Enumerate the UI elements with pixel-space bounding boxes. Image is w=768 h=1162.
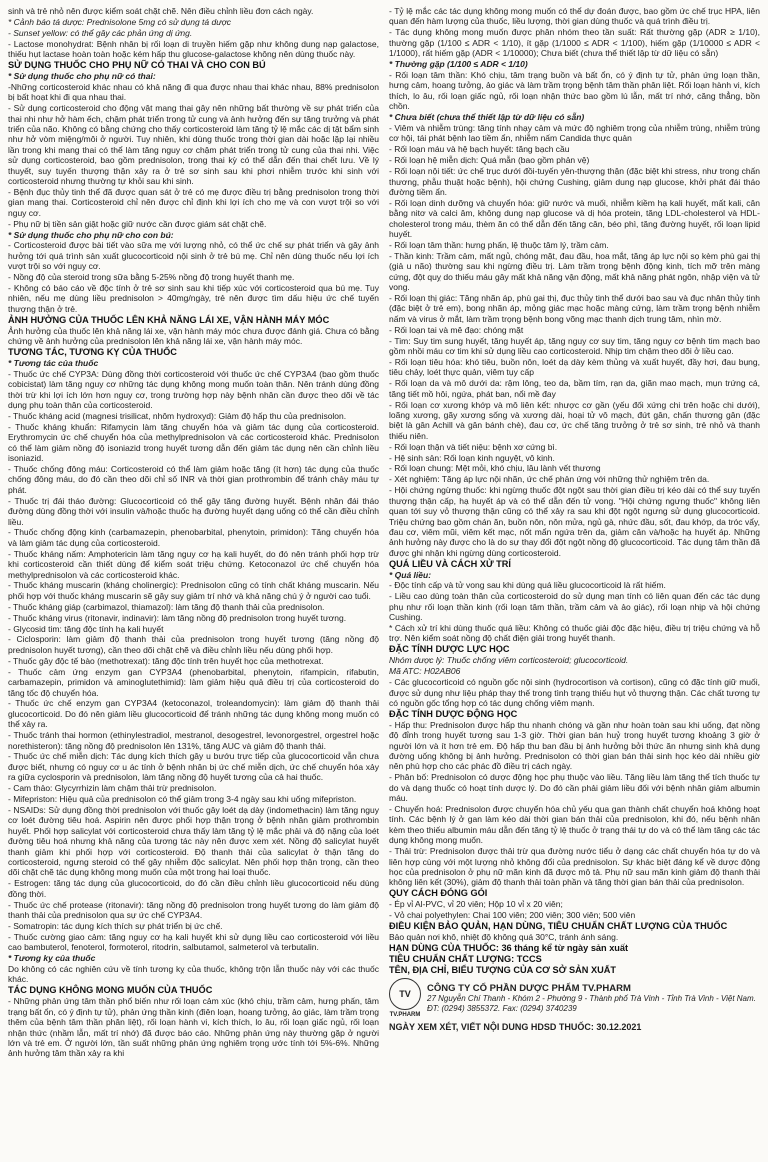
paragraph: - Thuốc ức chế CYP3A: Dùng đồng thời corticosteroid với thuốc ức chế CYP3A4 (bao gồm thuốc cobicistat) làm tăng nguy cơ những tác dụng không mong muốn toàn thân. Nên tránh dùng đồng thời trừ khi lợi ích lớn hơn nguy cơ, trong trường hợp này bệnh nhân cần được theo dõi về tác dụng phụ toàn thân của corticosteroid. xyxy=(8,368,379,411)
paragraph: - Thuốc kháng khuẩn: Rifamycin làm tăng chuyển hóa và giảm tác dụng của corticosteroid. Erythromycin ức chế chuyển hóa của methylprednisolon và các corticosteroid khác. Prednisolon có thể làm giảm nồng độ isoniazid trong huyết tương dẫn đến giảm tác dụng nên cần chỉnh liều isoniazid. xyxy=(8,421,379,464)
paragraph: - Tim: Suy tim sung huyết, tăng huyết áp, tăng nguy cơ suy tim, tăng nguy cơ bệnh tim mạch bao gồm nhồi máu cơ tim khi sử dụng liều cao corticosteroid. Nhịp tim chậm theo dõi ở liều cao. xyxy=(389,335,760,356)
paragraph: -Những corticosteroid khác nhau có khả năng đi qua được nhau thai khác nhau, 88% prednisolon bị bất hoạt khi đi qua nhau thai. xyxy=(8,81,379,103)
paragraph: - Hội chứng ngừng thuốc: khi ngừng thuốc đột ngột sau thời gian điều trị kéo dài có thể suy tuyến thượng thận cấp, hạ huyết áp và có thể dẫn đến tử vong. "Hội chứng ngưng thuốc" không liên quan tới suy vỏ thượng thận cũng có thể xảy ra sau khi đột ngột ngưng sử dụng glucocorticoid. Triệu chứng bao gồm chán ăn, buồn nôn, nôn mửa, ngủ gà, nhức đầu, sốt, đau khớp, da tróc vẩy, đau cơ, viêm mũi, viêm kết mạc, nốt mẩn ngứa trên da, giảm cân và/hoặc hạ huyết áp. Những ảnh hưởng này được cho là do sự thay đổi đột ngột nồng độ glucocorticoid. Tác dụng tâm thần đã được ghi nhận khi ngừng dùng corticosteroid. xyxy=(389,485,760,558)
paragraph: - Glycosid tim: tăng độc tính hạ kali huyết xyxy=(8,623,164,634)
paragraph: - Thuốc cường giao cảm: tăng nguy cơ hạ kali huyết khi sử dụng liều cao corticosteroid với liều cao bambuterol, fenoterol, formoterol, ritodrin, salbutamol, salmeterol và terbutalin. xyxy=(8,931,379,953)
company-address: 27 Nguyễn Chí Thanh - Khóm 2 - Phường 9 - Thành phố Trà Vinh - Tỉnh Trà Vinh - Việt Nam. xyxy=(427,993,756,1003)
right-column xyxy=(389,6,760,1156)
paragraph: - Estrogen: tăng tác dụng của glucocorticoid, do đó cần điều chỉnh liều glucocorticoid nếu dùng đồng thời. xyxy=(8,878,379,899)
paragraph: - Thuốc cảm ứng enzym gan CYP3A4 (phenobarbital, phenytoin, rifampicin, rifabutin, carbamazepin, primidon và aminoglutethimid): làm giảm hiệu quả điều trị của corticosteroid do tăng tốc độ chuyển hóa. xyxy=(8,666,379,698)
paragraph: - Chuyển hoá: Prednisolon được chuyển hóa chủ yếu qua gan thành chất chuyển hoá không hoạt tính. Các bệnh lý ở gan làm kéo dài thời gian bán thải của prednisolon, khi đó, nếu bệnh nhân kèm theo thiếu albumin máu dẫn đến tăng tỷ lệ thuốc ở trạng thái tự do và có thể làm tăng các tác dụng không mong muốn. xyxy=(389,803,760,846)
paragraph: - Viêm và nhiễm trùng: tăng tính nhạy cảm và mức độ nghiêm trọng của nhiễm trùng, nhiễm trùng cơ hội, tái phát bệnh lao tiềm ẩn, nhiễm nấm Candida thực quản xyxy=(389,122,760,144)
paragraph: - Lactose monohydrat: Bệnh nhân bị rối loạn di truyền hiếm gặp như không dung nạp galactose, thiếu hụt lactase hoàn toàn hoặc kém hấp thu glucose-galactose không nên dùng thuốc này. xyxy=(8,38,379,60)
paragraph: - Nồng độ của steroid trong sữa bằng 5-25% nồng độ trong huyết thanh mẹ. xyxy=(8,272,295,283)
paragraph: - Rối loạn cơ xương khớp và mô liên kết: nhược cơ gần (yếu đối xứng chi trên hoặc chi dưới), loãng xương, gãy xương sống và xương dài, hoại tử vô mạch, đứt gân, chấn thương gân (đặc biệt là gân Achill và gân bánh chè), đau cơ, ức chế tăng trưởng ở trẻ sơ sinh, trẻ nhỏ và thanh thiếu niên. xyxy=(389,399,760,441)
company-info xyxy=(427,984,756,1015)
section-heading: SỬ DỤNG THUỐC CHO PHỤ NỮ CÓ THAI VÀ CHO CON BÚ xyxy=(8,60,266,71)
paragraph: - Rối loạn dinh dưỡng và chuyển hóa: giữ nước và muối, nhiễm kiềm hạ kali huyết, mất kali, cân bằng nitơ và calci âm, không dung nạp glucose và dị hóa protein, tăng LDL-cholesterol và HDL-cholesterol trong máu, thèm ăn có thể dẫn đến tăng cân, béo phì, tăng đường huyết, rối loạn lipid huyết. xyxy=(389,197,760,240)
paragraph: - Phụ nữ bị tiền sản giật hoặc giữ nước cần được giám sát chặt chẽ. xyxy=(8,218,267,229)
paragraph: - Thuốc tránh thai hormon (ethinylestradiol, mestranol, desogestrel, levonorgestrel, orgestrel hoặc norethisteron): tăng nồng độ prednisolon lên 131%, tăng AUC và giảm độ thanh thải. xyxy=(8,730,379,751)
paragraph: - Các glucocorticoid có nguồn gốc nội sinh (hydrocortison và cortison), cũng có đặc tính giữ muối, được sử dụng như liệu pháp thay thế trong tình trạng thiếu hụt vỏ thượng thận. Các chất tương tự có nguồn gốc tổng hợp có tác dụng chống viêm mạnh. xyxy=(389,677,760,708)
section-heading: ĐẶC TÍNH DƯỢC LỰC HỌC xyxy=(389,644,510,655)
paragraph: - Rối loạn tâm thần: hưng phấn, lệ thuộc tâm lý, trầm cảm. xyxy=(389,239,609,250)
paragraph: - Rối loạn tai và mê đạo: chóng mặt xyxy=(389,324,524,335)
section-heading: TÁC DỤNG KHÔNG MONG MUỐN CỦA THUỐC xyxy=(8,985,213,996)
paragraph: - Rối loạn tâm thần: Khó chịu, tâm trạng buồn và bất ổn, có ý định tự tử, phản ứng loạn thần, hưng cảm, hoang tưởng, ảo giác và làm trầm trọng bệnh tâm thần phân liệt. Rối loạn hành vi, kích thích, lo âu, rối loạn giấc ngủ, rối loạn nhận thức bao gồm lú lẫn, mất trí nhớ, căng thẳng, bồn chồn. xyxy=(389,69,760,112)
paragraph: - Mifepriston: Hiệu quả của prednisolon có thể giảm trong 3-4 ngày sau khi uống mifepriston. xyxy=(8,794,357,805)
paragraph: - Thuốc kháng acid (magnesi trisilicat, nhôm hydroxyd): Giảm độ hấp thu của prednisolon. xyxy=(8,410,347,421)
paragraph: * Cách xử trí khi dùng thuốc quá liều: Không có thuốc giải độc đặc hiệu, điều trị triệu chứng và hỗ trợ. Nên kiểm soát nồng độ chất điện giải trong huyết thanh. xyxy=(389,623,760,644)
section-heading: HẠN DÙNG CỦA THUỐC: 36 tháng kể từ ngày sản xuất xyxy=(389,942,629,953)
section-heading: ĐIỀU KIỆN BẢO QUẢN, HẠN DÙNG, TIÊU CHUẨN CHẤT LƯỢNG CỦA THUỐC xyxy=(389,920,728,931)
subsection-heading: * Thường gặp (1/100 ≤ ADR < 1/10) xyxy=(389,59,528,70)
subsection-heading: * Quá liều: xyxy=(389,569,432,580)
section-heading: QUY CÁCH ĐÓNG GÓI xyxy=(389,888,488,899)
paragraph: - Sunset yellow: có thể gây các phản ứng dị ứng. xyxy=(8,27,193,38)
paragraph: - Xét nghiệm: Tăng áp lực nội nhãn, ức chế phản ứng với những thử nghiệm trên da. xyxy=(389,474,710,485)
paragraph: Ảnh hưởng của thuốc lên khả năng lái xe, vận hành máy móc chưa được đánh giá. Chưa có bằng chứng về ảnh hưởng của prednisolon lên khả năng lái xe, vận hành máy móc. xyxy=(8,325,379,347)
paragraph: - Thuốc trị đái tháo đường: Glucocorticoid có thể gây tăng đường huyết. Bệnh nhân đái tháo đường dùng đồng thời với insulin và/hoặc thuốc hạ đường huyết dạng uống có thể cần điều chỉnh liều. xyxy=(8,495,379,527)
review-date: NGÀY XEM XÉT, VIẾT NỘI DUNG HDSD THUỐC: 30.12.2021 xyxy=(389,1022,642,1033)
company-logo-caption: TV.PHARM xyxy=(389,1011,421,1018)
section-heading: ẢNH HƯỞNG CỦA THUỐC LÊN KHẢ NĂNG LÁI XE, VẬN HÀNH MÁY MÓC xyxy=(8,314,330,325)
section-heading: TƯƠNG TÁC, TƯƠNG KỴ CỦA THUỐC xyxy=(8,347,177,357)
paragraph: - Rối loạn chung: Mệt mỏi, khó chịu, lâu lành vết thương xyxy=(389,463,601,474)
paragraph: - Ép vỉ Al-PVC, vỉ 20 viên; Hộp 10 vỉ x 20 viên; xyxy=(389,899,563,910)
right-column-body xyxy=(389,6,760,975)
paragraph: - Rối loạn da và mô dưới da: rậm lông, teo da, bầm tím, rạn da, giãn mao mạch, mụn trứng cá, tăng tiết mồ hôi, ngứa, phát ban, nổi mề đay xyxy=(389,378,760,399)
paragraph: - Corticosteroid được bài tiết vào sữa mẹ với lượng nhỏ, có thể ức chế sự phát triển và gây ảnh hưởng tới quá trình sản xuất glucocorticoid nội sinh ở trẻ bú mẹ. Chỉ nên dùng thuốc nếu lợi ích vượt trội so với nguy cơ. xyxy=(8,240,379,272)
paragraph: - Rối loạn nội tiết: ức chế trục dưới đồi-tuyến yên-thượng thận (đặc biệt khi stress, như trong chấn thương, phẫu thuật hoặc bệnh), hội chứng Cushing, giảm dung nạp glucose, khởi phát đái tháo đường tiềm ẩn. xyxy=(389,166,760,197)
paragraph: - Phân bố: Prednisolon có dược động học phụ thuộc vào liều. Tăng liều làm tăng thể tích thuốc tự do và dạng thuốc có hoạt tính dược lý. Do đó cần phải giảm liều đối với bệnh nhân giảm albumin máu. xyxy=(389,772,760,804)
paragraph: sinh và trẻ nhỏ nên được kiểm soát chặt chẽ. Nên điều chỉnh liều đơn cách ngày. xyxy=(8,6,314,16)
paragraph: - Thuốc ức chế miễn dịch: Tác dụng kích thích gây u bướu trực tiếp của glucocorticoid vẫn chưa được biết, nhưng có nguy cơ u ác tính ở bệnh nhân bị ức chế miễn dịch, ức chế chuyển hóa xảy ra giữa cyclosporin và prednisolon, làm tăng nồng độ huyết tương của cả hai thuốc. xyxy=(8,751,379,783)
paragraph: - Thuốc gây độc tế bào (methotrexat): tăng độc tính trên huyết học của methotrexat. xyxy=(8,655,324,666)
paragraph: - Sử dụng corticosteroid cho động vật mang thai gây nên những bất thường về sự phát triển của thai nhi như hở hàm ếch, chậm phát triển trong tử cung và ảnh hưởng đến sự tăng trưởng và phát triển của não. Không có bằng chứng cho thấy corticosteroid làm tăng tỷ lệ mắc các dị tật bẩm sinh như hở vòm miệng/môi ở người. Tuy nhiên, khi dùng thuốc trong thời gian dài hoặc lặp lại nhiều lần trong khi mang thai có thể làm tăng nguy cơ chậm phát triển trong tử cung của thai nhi. Việc sử dụng corticosteroid, bao gồm prednisolon, trong thai kỳ có thể dẫn đến thai chết lưu. Về lý thuyết, suy tuyến thượng thận xảy ra ở trẻ sơ sinh sau khi phơi nhiễm trước khi sinh với corticosteroid nhưng thường tự khỏi sau khi sinh. xyxy=(8,103,379,186)
subsection-heading: * Tương tác của thuốc xyxy=(8,357,99,368)
paragraph: Do không có các nghiên cứu về tính tương kỵ của thuốc, không trộn lẫn thuốc này với các thuốc khác. xyxy=(8,964,379,985)
section-heading: QUÁ LIỀU VÀ CÁCH XỬ TRÍ xyxy=(389,558,511,569)
paragraph: - Thuốc ức chế enzym gan CYP3A4 (ketoconazol, troleandomycin): làm giảm độ thanh thải glucocorticoid. Do đó nên giảm liều glucocorticoid để tránh những tác dụng không mong muốn có thể xảy ra. xyxy=(8,698,379,730)
paragraph: - Rối loạn máu và hệ bạch huyết: tăng bạch cầu xyxy=(389,144,570,155)
paragraph: Nhóm dược lý: Thuốc chống viêm corticosteroid; glucocorticoid. xyxy=(389,655,629,666)
paragraph: - Thuốc chống đông máu: Corticosteroid có thể làm giảm hoặc tăng (ít hơn) tác dụng của thuốc chống đông máu, do đó cần theo dõi chỉ số INR và thời gian prothrombin để tránh chảy máu tự phát. xyxy=(8,463,379,495)
paragraph: - Thuốc kháng virus (ritonavir, indinavir): làm tăng nồng độ prednisolon trong huyết tương. xyxy=(8,612,347,623)
paragraph: - Rối loạn thị giác: Tăng nhãn áp, phù gai thị, đục thủy tinh thể dưới bao sau và đục nhân thủy tinh (đặc biệt ở trẻ em), bong nhãn áp, mỏng giác mạc hoặc màng cứng, làm trầm trọng bệnh nhiễm nấm và virus ở mắt, làm trầm trọng bệnh bong võng mạc thanh dịch trung tâm, nhìn mờ. xyxy=(389,292,760,324)
paragraph: Bảo quản nơi khô, nhiệt độ không quá 30°C, tránh ánh sáng. xyxy=(389,931,619,942)
paragraph: - Tỷ lệ mắc các tác dụng không mong muốn có thể dự đoán được, bao gồm ức chế trục HPA, liên quan đến hàm lượng của thuốc, liều lượng, thời gian dùng thuốc và quá trình điều trị. xyxy=(389,6,760,27)
paragraph: Mã ATC: H02AB06 xyxy=(389,666,461,677)
paragraph: - Cam thảo: Glycyrrhizin làm chậm thải trừ prednisolon. xyxy=(8,783,217,794)
company-logo: TV xyxy=(389,978,421,1010)
paragraph: - Rối loạn tiêu hóa: khó tiêu, buồn nôn, loét dạ dày kèm thủng và xuất huyết, đầy hơi, đau bụng, tiêu chảy, loét thực quản, viêm tụy cấp xyxy=(389,356,760,378)
company-logo-wrap xyxy=(389,978,421,1020)
subsection-heading: * Tương kỵ của thuốc xyxy=(8,953,96,964)
paragraph: - Không có báo cáo về độc tính ở trẻ sơ sinh sau khi tiếp xúc với corticosteroid qua bú mẹ. Tuy nhiên, nếu mẹ dùng liều prednisolon > 40mg/ngày, trẻ nên được tìm dấu hiệu ức chế tuyến thượng thận ở trẻ. xyxy=(8,283,379,314)
paragraph: - Thần kinh: Trầm cảm, mất ngủ, chóng mặt, đau đầu, hoa mắt, tăng áp lực nội sọ kèm phù gai thị (giả u não) thường sau khi ngừng điều trị. Làm trầm trọng bệnh động kinh, tích mỡ trên màng cứng, đột quỵ do thiếu máu gây mất khả năng vận động, mất khả năng phát ngôn, nhập viện và tử vong. xyxy=(389,250,760,293)
paragraph: - Rối loạn thận và tiết niệu: bệnh xơ cứng bì. xyxy=(389,441,558,452)
paragraph: - Thuốc kháng giáp (carbimazol, thiamazol): làm tăng độ thanh thải của prednisolon. xyxy=(8,601,325,612)
paragraph: - Những phản ứng tâm thần phổ biến như rối loạn cảm xúc (khó chịu, trầm cảm, hưng phấn, tâm trạng bất ổn, có ý định tự tử), phản ứng thần kinh (điên loạn, hoang tưởng, ảo giác, làm trầm trọng thêm của bệnh tâm thần phân liệt), rối loạn hành vi, kích thích, lo âu, rối loạn giấc ngủ, rối loạn nhận thức (nhầm lẫn, mất trí nhớ) đã được báo cáo. Những phản ứng này thường gặp ở người lớn và trẻ em. Ở người lớn, tần suất những phản ứng nghiêm trọng ước tính tới 5%-6%. Những ảnh hưởng tâm thần xảy ra khi xyxy=(8,996,379,1059)
paragraph: - Liều cao dùng toàn thân của corticosteroid do sử dụng mạn tính có liên quan đến các tác dụng phụ như rối loạn thần kinh (rối loạn tâm thần, trầm cảm và ảo giác), rối loạn nhịp và hội chứng Cushing. xyxy=(389,591,760,623)
left-column xyxy=(8,6,379,1156)
paragraph: - Thuốc chống động kinh (carbamazepin, phenobarbital, phenytoin, primidon): Tăng chuyển hóa và làm giảm tác dụng của corticosteroid. xyxy=(8,527,379,548)
paragraph: - Thuốc kháng muscarin (kháng cholinergic): Prednisolon cũng có tính chất kháng muscarin. Nếu phối hợp với thuốc kháng muscarin sẽ gây suy giảm trí nhớ và khả năng chú ý ở người cao tuổi. xyxy=(8,580,379,601)
section-heading: TÊN, ĐỊA CHỈ, BIỂU TƯỢNG CỦA CƠ SỞ SẢN XUẤT xyxy=(389,964,616,975)
paragraph: - Độc tính cấp và tử vong sau khi dùng quá liều glucocorticoid là rất hiếm. xyxy=(389,580,666,591)
paragraph: - Thải trừ: Prednisolon được thải trừ qua đường nước tiểu ở dạng các chất chuyển hóa tự do và liên hợp cùng với một lượng nhỏ không đổi của prednisolon. Sự khác biệt đáng kể về dược động học của prednisolon ở phụ nữ mãn kinh đã được mô tả. Phụ nữ sau mãn kinh giảm độ thanh thải không liên kết (30%), giảm độ thanh thải toàn phần và tăng thời gian bán thải của prednisolon. xyxy=(389,846,760,888)
paragraph: - Thuốc ức chế protease (ritonavir): tăng nồng độ prednisolon trong huyết tương do làm giảm độ thanh thải của prednisolon qua sự ức chế CYP3A4. xyxy=(8,899,379,921)
paragraph: - Vỏ chai polyethylen: Chai 100 viên; 200 viên; 300 viên; 500 viên xyxy=(389,910,636,921)
subsection-heading: * Sử dụng thuốc cho phụ nữ cho con bú: xyxy=(8,229,174,240)
paragraph: - Thuốc kháng nấm: Amphotericin làm tăng nguy cơ hạ kali huyết, do đó nên tránh phối hợp trừ khi corticosteroid cần thiết dùng để kiểm soát triệu chứng. Ketoconazol ức chế chuyển hóa methylprednisolon và các corticosteroid khác. xyxy=(8,548,379,580)
paragraph: * Cảnh báo tá dược: Prednisolone 5mg có sử dụng tá dược xyxy=(8,16,232,27)
paragraph: - Ciclosporin: làm giảm độ thanh thải của prednisolon trong huyết tương (tăng nồng độ prednisolon huyết tương), cần theo dõi chặt chẽ và điều chỉnh liều nếu dùng phối hợp. xyxy=(8,634,379,655)
section-heading: ĐẶC TÍNH DƯỢC ĐỘNG HỌC xyxy=(389,708,518,719)
subsection-heading: * Sử dụng thuốc cho phụ nữ có thai: xyxy=(8,70,156,81)
manufacturer-block xyxy=(389,978,760,1020)
paragraph: - Bệnh đục thủy tinh thể đã được quan sát ở trẻ có mẹ được điều trị bằng prednisolon trong thời gian mang thai. Corticosteroid chỉ nên được chỉ định khi lợi ích cho mẹ và con vượt trội so với nguy cơ. xyxy=(8,186,379,218)
subsection-heading: * Chưa biết (chưa thể thiết lập từ dữ liệu có sẵn) xyxy=(389,112,585,123)
paragraph: - Hệ sinh sản: Rối loạn kinh nguyệt, vô kinh. xyxy=(389,452,555,463)
paragraph: - NSAIDs: Sử dụng đồng thời prednisolon với thuốc gây loét dạ dày (indomethacin) làm tăng nguy cơ loét đường tiêu hoá. Aspirin nên được phối hợp thận trọng ở bệnh nhân giảm prothrombin huyết. Phối hợp salicylat với corticosteroid chưa thấy làm tăng tỷ lệ mắc phải và độ nặng của loét đường tiêu hoá nhưng khả năng của tương tác này nên được xem xét. Nồng độ salicylat huyết thanh giảm khi phối hợp với corticosteroid. Độ thanh thải của salicylat ở thận tăng do corticosteroid, ngưng steroid có thể gây nhiễm độc salicylat. Nên phối hợp thận trọng, cần theo dõi chặt chẽ tác dụng không mong muốn của một trong hai loại thuốc. xyxy=(8,804,379,878)
paragraph: - Somatropin: tác dụng kích thích sự phát triển bị ức chế. xyxy=(8,920,223,931)
section-heading: TIÊU CHUẨN CHẤT LƯỢNG: TCCS xyxy=(389,953,542,964)
company-phone: ĐT: (0294) 3855372. Fax: (0294) 3740239 xyxy=(427,1004,577,1014)
paragraph: - Hấp thu: Prednisolon được hấp thu nhanh chóng và gần như hoàn toàn sau khi uống, đạt nồng độ đỉnh trong huyết tương sau 1-3 giờ. Thời gian bán huỷ trong huyết tương khoảng 3 giờ ở người lớn và ít hơn trẻ em. Độ hấp thu ban đầu bị ảnh hưởng bởi thức ăn nhưng sinh khả dụng đường uống không bị ảnh hưởng. Prednisolon có thời gian bán thải sinh học kéo dài nhiều giờ nên phù hợp cho các phác đồ điều trị cách ngày. xyxy=(389,719,760,772)
paragraph: - Tác dụng không mong muốn được phân nhóm theo tần suất: Rất thường gặp (ADR ≥ 1/10), thường gặp (1/100 ≤ ADR < 1/10), ít gặp (1/1000 ≤ ADR < 1/100), hiếm gặp (1/10000 ≤ ADR < 1/1000), rất hiếm gặp (ADR < 1/10000); Chưa biết (chưa thể thiết lập từ dữ liệu có sẵn) xyxy=(389,27,760,59)
company-name: CÔNG TY CỔ PHẦN DƯỢC PHẨM TV.PHARM xyxy=(427,982,631,994)
paragraph: - Rối loạn hệ miễn dịch: Quá mẫn (bao gồm phản vệ) xyxy=(389,155,590,166)
